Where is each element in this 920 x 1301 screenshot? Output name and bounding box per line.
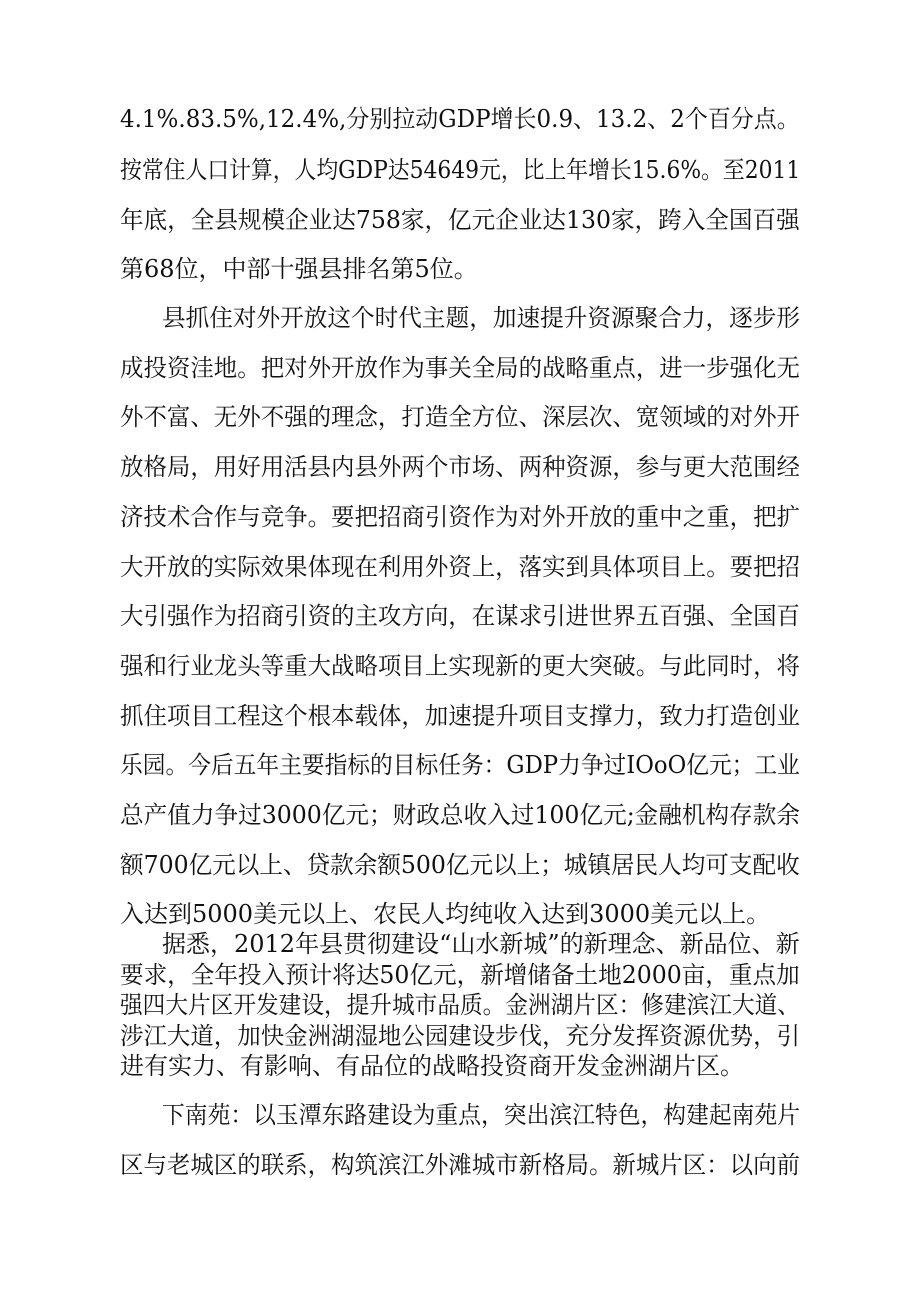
paragraph-line: 抓住项目工程这个根本载体，加速提升项目支撑力，致力打造创业 [120, 702, 800, 730]
paragraph-line: 县抓住对外开放这个时代主题，加速提升资源聚合力，逐步形 [162, 304, 801, 332]
paragraph-line: 据悉，2012年县贯彻建设“山水新城”的新理念、新品位、新 [162, 930, 800, 958]
paragraph-line: 强和行业龙头等重大战略项目上实现新的更大突破。与此同时，将 [120, 652, 800, 680]
paragraph-line: 乐园。今后五年主要指标的目标任务：GDP力争过IOoO亿元；工业 [120, 751, 800, 779]
paragraph-line: 入达到5000美元以上、农民人均纯收入达到3000美元以上。 [120, 900, 771, 928]
paragraph-line: 成投资洼地。把对外开放作为事关全局的战略重点，进一步强化无 [120, 354, 800, 382]
paragraph-line: 强四大片区开发建设，提升城市品质。金洲湖片区：修建滨江大道、 [120, 991, 800, 1019]
paragraph-line: 总产值力争过3000亿元；财政总收入过100亿元;金融机构存款余 [120, 801, 800, 829]
paragraph-line: 济技术合作与竞争。要把招商引资作为对外开放的重中之重，把扩 [120, 503, 800, 531]
paragraph-line: 区与老城区的联系，构筑滨江外滩城市新格局。新城片区：以向前 [120, 1151, 800, 1179]
paragraph-line: 下南苑：以玉潭东路建设为重点，突出滨江特色，构建起南苑片 [162, 1101, 800, 1129]
paragraph-line: 放格局，用好用活县内县外两个市场、两种资源，参与更大范围经 [120, 453, 800, 481]
paragraph-line: 额700亿元以上、贷款余额500亿元以上；城镇居民人均可支配收 [120, 851, 800, 879]
paragraph-line: 大开放的实际效果体现在利用外资上，落实到具体项目上。要把招 [120, 553, 800, 581]
paragraph-line: 进有实力、有影响、有品位的战略投资商开发金洲湖片区。 [120, 1052, 744, 1080]
paragraph-line: 大引强作为招商引资的主攻方向，在谋求引进世界五百强、全国百 [120, 602, 800, 630]
paragraph-line: 第68位，中部十强县排名第5位。 [120, 255, 478, 283]
paragraph-line: 涉江大道，加快金洲湖湿地公园建设步伐，充分发挥资源优势，引 [120, 1022, 800, 1050]
paragraph-line: 按常住人口计算，人均GDP达54649元，比上年增长15.6%。至2011 [120, 156, 801, 184]
paragraph-line: 外不富、无外不强的理念，打造全方位、深层次、宽领域的对外开 [120, 403, 800, 431]
paragraph-line: 要求，全年投入预计将达50亿元，新增储备土地2000亩，重点加 [120, 961, 800, 989]
paragraph-line: 年底，全县规模企业达758家，亿元企业达130家，跨入全国百强 [120, 206, 800, 234]
paragraph-line: 4.1%.83.5%,12.4%,分别拉动GDP增长0.9、13.2、2个百分点。 [120, 105, 800, 133]
